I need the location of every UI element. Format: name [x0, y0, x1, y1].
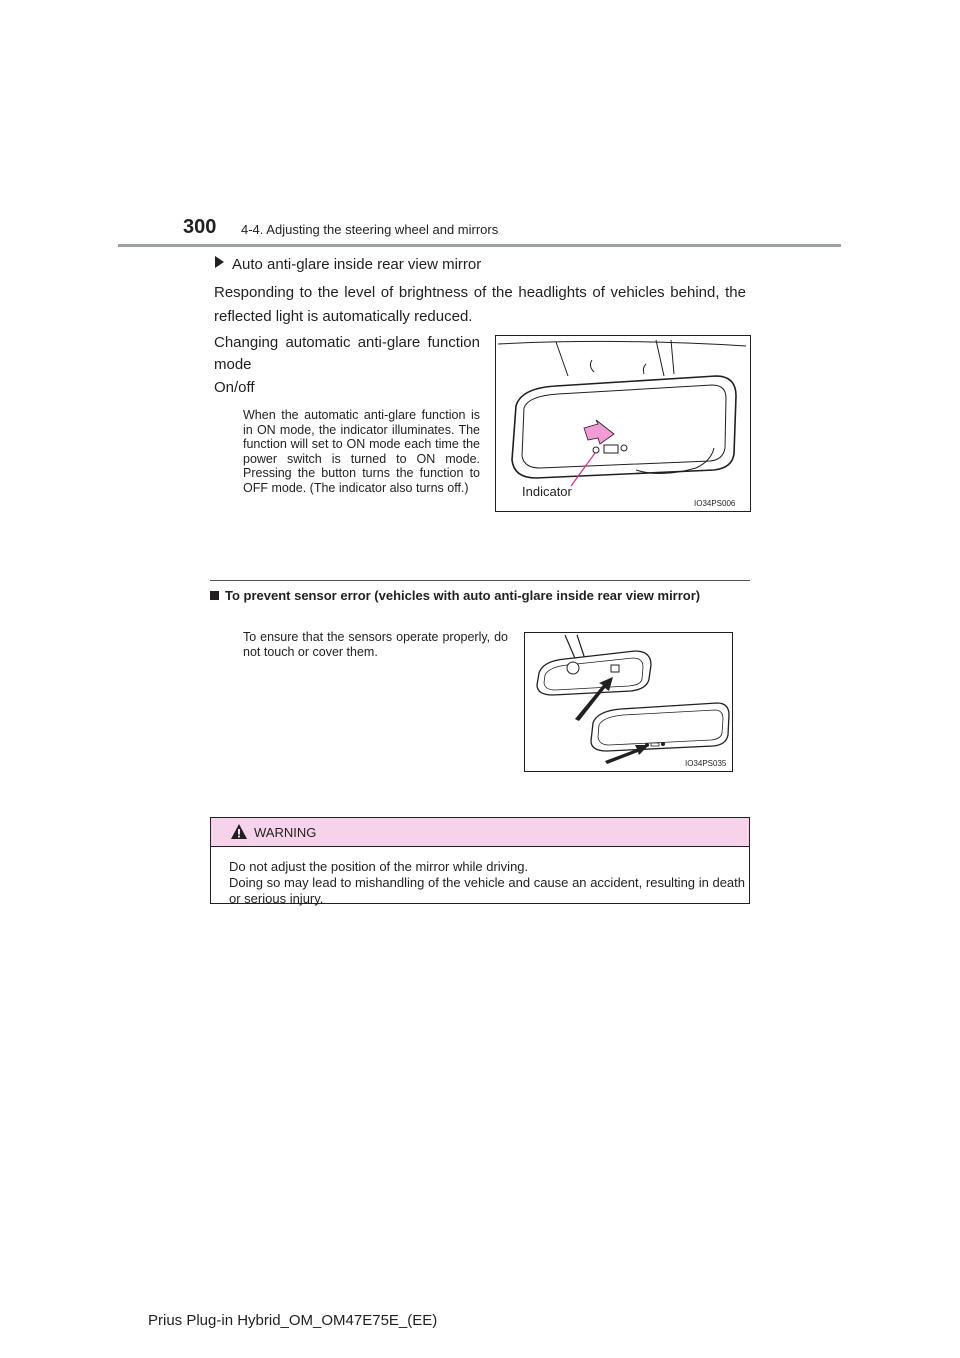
- footer-model: Prius Plug-in Hybrid_OM_OM47E75E_(EE): [148, 1312, 438, 1329]
- sensor-figure: [524, 632, 733, 772]
- warning-line-2: Doing so may lead to mishandling of the vehicle and cause an accident, resulting in death or serious injury.: [229, 875, 745, 906]
- warning-box: [210, 817, 750, 904]
- sensor-heading: [210, 588, 750, 604]
- intro-paragraph: Responding to the level of brightness of the headlights of vehicles behind, the reflected light is automatically reduced.: [214, 284, 746, 325]
- rear-view-mirror-figure: [495, 335, 751, 512]
- warning-header: [211, 818, 749, 847]
- header-rule: [118, 244, 841, 247]
- section-divider: [210, 580, 750, 581]
- triangle-bullet-icon: [215, 256, 224, 268]
- bullet-title: [215, 256, 481, 273]
- page-number: 300: [183, 216, 217, 238]
- sensor-mirror-illustration: [525, 633, 732, 771]
- figure-code: IO34PS006: [694, 499, 736, 508]
- mode-heading: Changing automatic anti-glare function mode: [214, 334, 480, 373]
- onoff-label: On/off: [214, 379, 255, 396]
- onoff-description: When the automatic anti-glare function is in ON mode, the indicator illuminates. The function will set to ON mode each time the power switch is turned to ON mode. Pressing the button turns the function to OFF mode. (The indicator also turns off.): [243, 408, 480, 495]
- warning-label: WARNING: [254, 825, 317, 840]
- sensor-heading-text: To prevent sensor error (vehicles with auto anti-glare inside rear view mirror): [225, 588, 701, 603]
- warning-text: [229, 859, 745, 907]
- bullet-title-text: Auto anti-glare inside rear view mirror: [232, 256, 482, 273]
- sensor-text: To ensure that the sensors operate properly, do not touch or cover them.: [243, 630, 508, 659]
- square-bullet-icon: [210, 591, 219, 600]
- warning-triangle-icon: [230, 823, 248, 840]
- figure-code: IO34PS035: [685, 759, 727, 768]
- section-title: 4-4. Adjusting the steering wheel and mirrors: [241, 222, 499, 237]
- warning-line-1: Do not adjust the position of the mirror while driving.: [229, 859, 529, 874]
- indicator-callout: Indicator: [522, 484, 572, 499]
